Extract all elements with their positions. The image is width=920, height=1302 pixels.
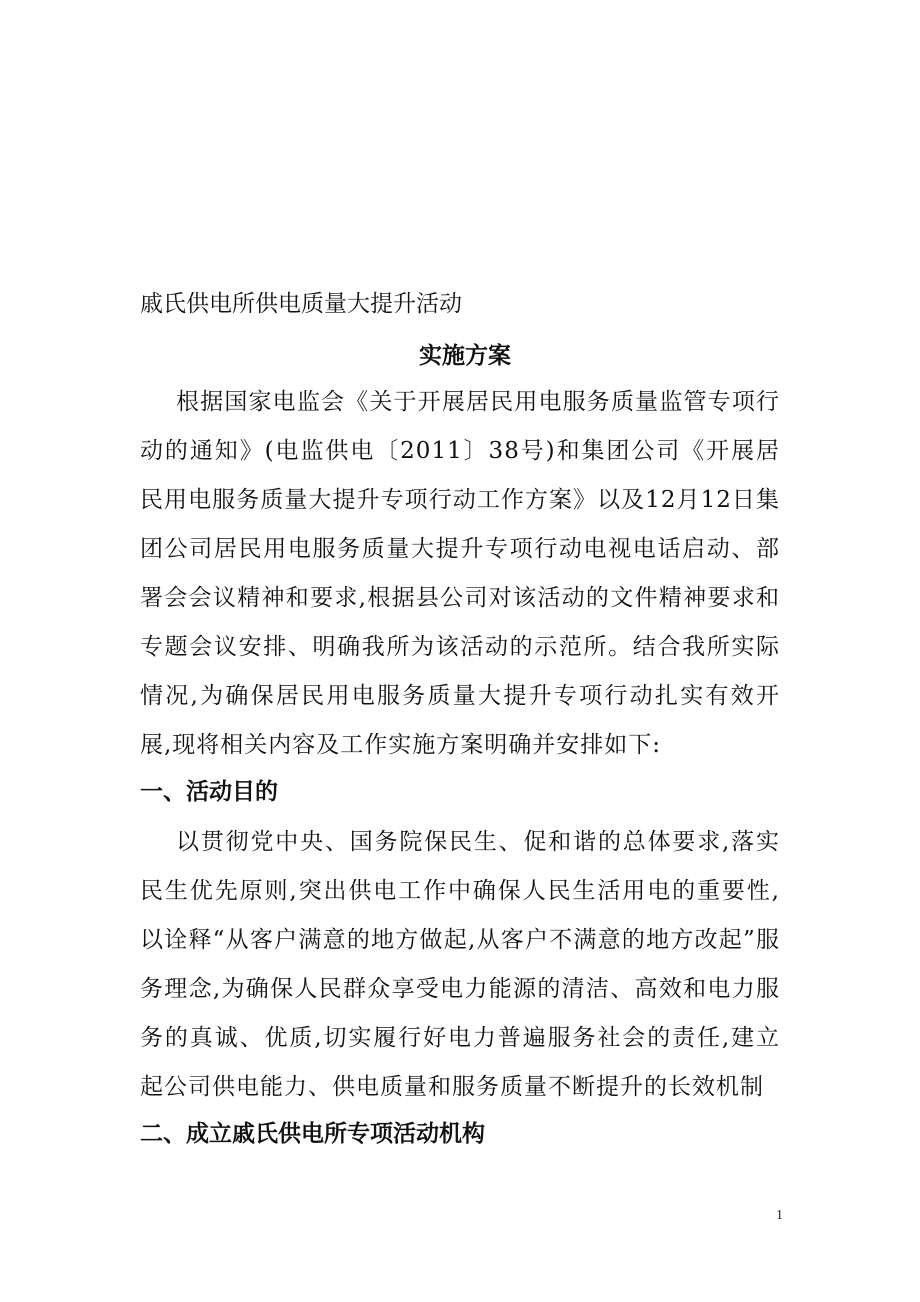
document-body bbox=[140, 288, 780, 1154]
document-subtitle: 实施方案 bbox=[419, 343, 511, 369]
section-body-purpose: 以贯彻党中央、国务院保民生、促和谐的总体要求,落实民生优先原则,突出供电工作中确保人民生活用电的重要性,以诠释“从客户满意的地方做起,从客户不满意的地方改起”服务理念,为确保人民群众享受电力能源的清洁、高效和电力服务的真诚、优质,切实履行好电力普遍服务社会的责任,建立起公司供电能力、供电质量和服务质量不断提升的长效机制 bbox=[140, 829, 780, 1100]
section-heading-organization: 二、成立戚氏供电所专项活动机构 bbox=[140, 1121, 485, 1147]
page-number: 1 bbox=[776, 1208, 783, 1223]
document-title: 戚氏供电所供电质量大提升活动 bbox=[140, 291, 462, 317]
intro-paragraph: 根据国家电监会《关于开展居民用电服务质量监管专项行动的通知》(电监供电〔2011〕38号)和集团公司《开展居民用电服务质量大提升专项行动工作方案》以及12月12日集团公司居民用电服务质量大提升专项行动电视电话启动、部署会会议精神和要求,根据县公司对该活动的文件精神要求和专题会议安排、明确我所为该活动的示范所。结合我所实际情况,为确保居民用电服务质量大提升专项行动扎实有效开展,现将相关内容及工作实施方案明确并安排如下: bbox=[140, 389, 780, 758]
section-heading-purpose: 一、活动目的 bbox=[140, 779, 278, 805]
